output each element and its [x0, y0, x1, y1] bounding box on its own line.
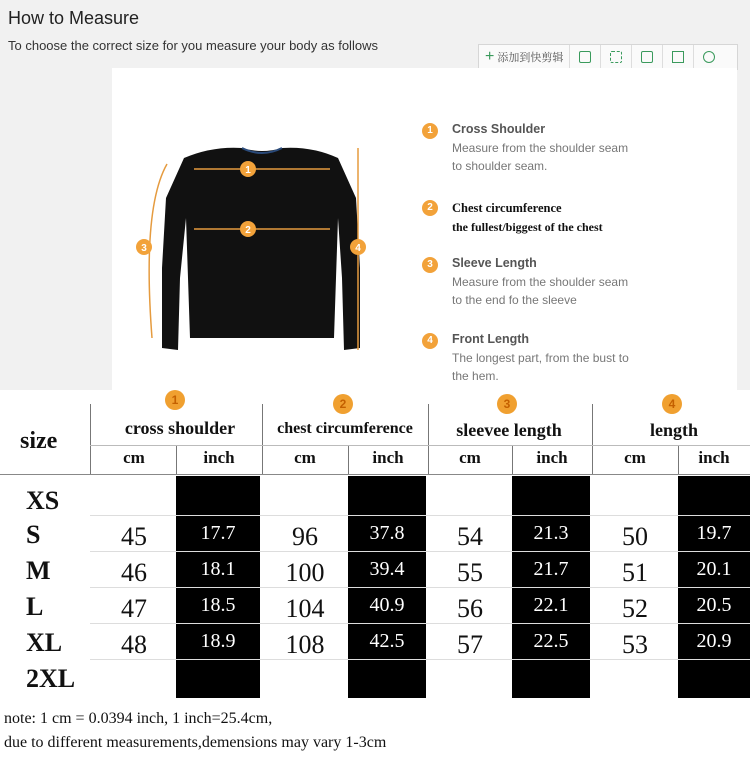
legend-desc-line: the hem. [452, 369, 499, 383]
group-badge-2: 2 [333, 394, 353, 414]
legend-desc-line: to the end fo the sleeve [452, 293, 577, 307]
inch-value-cell: 39.4 [369, 558, 405, 580]
svg-text:4: 4 [355, 243, 361, 254]
grid-line [678, 446, 679, 474]
unit-cm: cm [294, 448, 316, 467]
grid-line [90, 445, 750, 446]
inch-value-cell: 20.9 [696, 630, 732, 652]
note-line-1: note: 1 cm = 0.0394 inch, 1 inch=25.4cm, [4, 710, 273, 727]
grid-line [428, 404, 429, 474]
group-badge-4: 4 [662, 394, 682, 414]
cm-value-cell: 46 [121, 558, 147, 587]
sweater-illustration [112, 68, 412, 390]
cm-value-cell: 104 [285, 594, 325, 623]
clip-toolbar [478, 44, 738, 70]
size-header: size [20, 428, 58, 454]
grid-line [262, 404, 263, 474]
cm-value-cell: 96 [292, 522, 318, 551]
size-label: 2XL [26, 664, 76, 693]
cm-value-cell: 54 [457, 522, 483, 551]
row-divider [90, 551, 750, 552]
row-divider [90, 515, 750, 516]
share-icon[interactable] [663, 45, 694, 69]
legend-number-4: 4 [422, 333, 438, 349]
cm-value-cell: 55 [457, 558, 483, 587]
size-label: M [26, 556, 51, 585]
inch-value-cell: 20.5 [696, 594, 732, 616]
cm-value-cell: 45 [121, 522, 147, 551]
inch-value-cell: 22.1 [533, 594, 569, 616]
inch-value-cell: 18.1 [200, 558, 236, 580]
copy-icon[interactable] [570, 45, 601, 69]
cross-shoulder-header: cross shoulder [124, 418, 236, 438]
cm-value-cell: 56 [457, 594, 483, 623]
svg-text:2: 2 [245, 225, 251, 236]
grid-line [90, 404, 91, 474]
inch-value-cell: 21.3 [533, 522, 569, 544]
row-divider [90, 623, 750, 624]
unit-inch: inch [536, 448, 568, 467]
inch-value-cell: 18.5 [200, 594, 236, 616]
measure-guide-panel [112, 68, 737, 390]
legend-desc-line: The longest part, from the bust to [452, 351, 629, 365]
svg-text:3: 3 [141, 243, 147, 254]
inch-value-cell: 18.9 [200, 630, 236, 652]
unit-inch: inch [203, 448, 235, 467]
legend-number-2: 2 [422, 200, 438, 216]
cm-value-cell: 47 [121, 594, 147, 623]
note-line-2: due to different measurements,demensions may vary 1-3cm [4, 734, 387, 751]
size-label: S [26, 520, 41, 549]
grid-line [592, 404, 593, 474]
size-chart-table [0, 390, 750, 702]
row-divider [90, 587, 750, 588]
legend-title-cross-shoulder: Cross Shoulder [452, 122, 546, 136]
cm-value-cell: 53 [622, 630, 648, 659]
grid-line [348, 446, 349, 474]
add-to-clip-label: 添加到快剪辑 [497, 52, 564, 64]
unit-cm: cm [459, 448, 481, 467]
legend-desc-line: to shoulder seam. [452, 159, 548, 173]
group-badge-3: 3 [497, 394, 517, 414]
cm-value-cell: 51 [622, 558, 648, 587]
size-label: L [26, 592, 44, 621]
add-to-clip-button[interactable] [479, 45, 570, 69]
inch-value-cell: 22.5 [533, 630, 569, 652]
grid-line [0, 474, 750, 475]
chest-circumference-header: chest circumference [277, 420, 413, 437]
inch-value-cell: 17.7 [200, 522, 236, 544]
cm-value-cell: 50 [622, 522, 648, 551]
size-label: XS [26, 486, 60, 515]
inch-value-cell: 40.9 [369, 594, 405, 616]
grid-line [512, 446, 513, 474]
save-icon[interactable] [632, 45, 663, 69]
cm-value-cell: 48 [121, 630, 147, 659]
inch-value-cell: 20.1 [696, 558, 732, 580]
legend-number-3: 3 [422, 257, 438, 273]
inch-value-cell: 37.8 [369, 522, 405, 544]
length-header: length [649, 420, 698, 440]
legend-title-front-length: Front Length [452, 332, 530, 346]
legend-number-1: 1 [422, 123, 438, 139]
unit-cm: cm [123, 448, 145, 467]
unit-inch: inch [372, 448, 404, 467]
group-badge-1: 1 [165, 390, 185, 410]
settings-icon[interactable] [694, 45, 724, 69]
page-subtitle: To choose the correct size for you measure your body as follows [8, 38, 378, 53]
inch-value-cell: 21.7 [533, 558, 569, 580]
legend-title-sleeve: Sleeve Length [452, 256, 537, 270]
cm-value-cell: 52 [622, 594, 648, 623]
fullscreen-icon[interactable] [601, 45, 632, 69]
inch-value-cell: 19.7 [696, 522, 732, 544]
grid-line [176, 446, 177, 474]
unit-inch: inch [698, 448, 730, 467]
size-label: XL [26, 628, 63, 657]
legend-desc-line: the fullest/biggest of the chest [452, 220, 603, 234]
legend-desc-line: Measure from the shoulder seam [452, 141, 629, 155]
unit-cm: cm [624, 448, 646, 467]
sleeve-length-header: sleevee length [456, 420, 562, 440]
page-title: How to Measure [8, 8, 140, 28]
cm-value-cell: 57 [457, 630, 483, 659]
legend-title-chest: Chest circumference [452, 201, 562, 215]
svg-text:1: 1 [245, 165, 251, 176]
inch-value-cell: 42.5 [369, 630, 405, 652]
cm-value-cell: 100 [285, 558, 325, 587]
cm-value-cell: 108 [285, 630, 325, 659]
plus-icon: + [485, 48, 495, 65]
legend-desc-line: Measure from the shoulder seam [452, 275, 629, 289]
row-divider [90, 659, 750, 660]
